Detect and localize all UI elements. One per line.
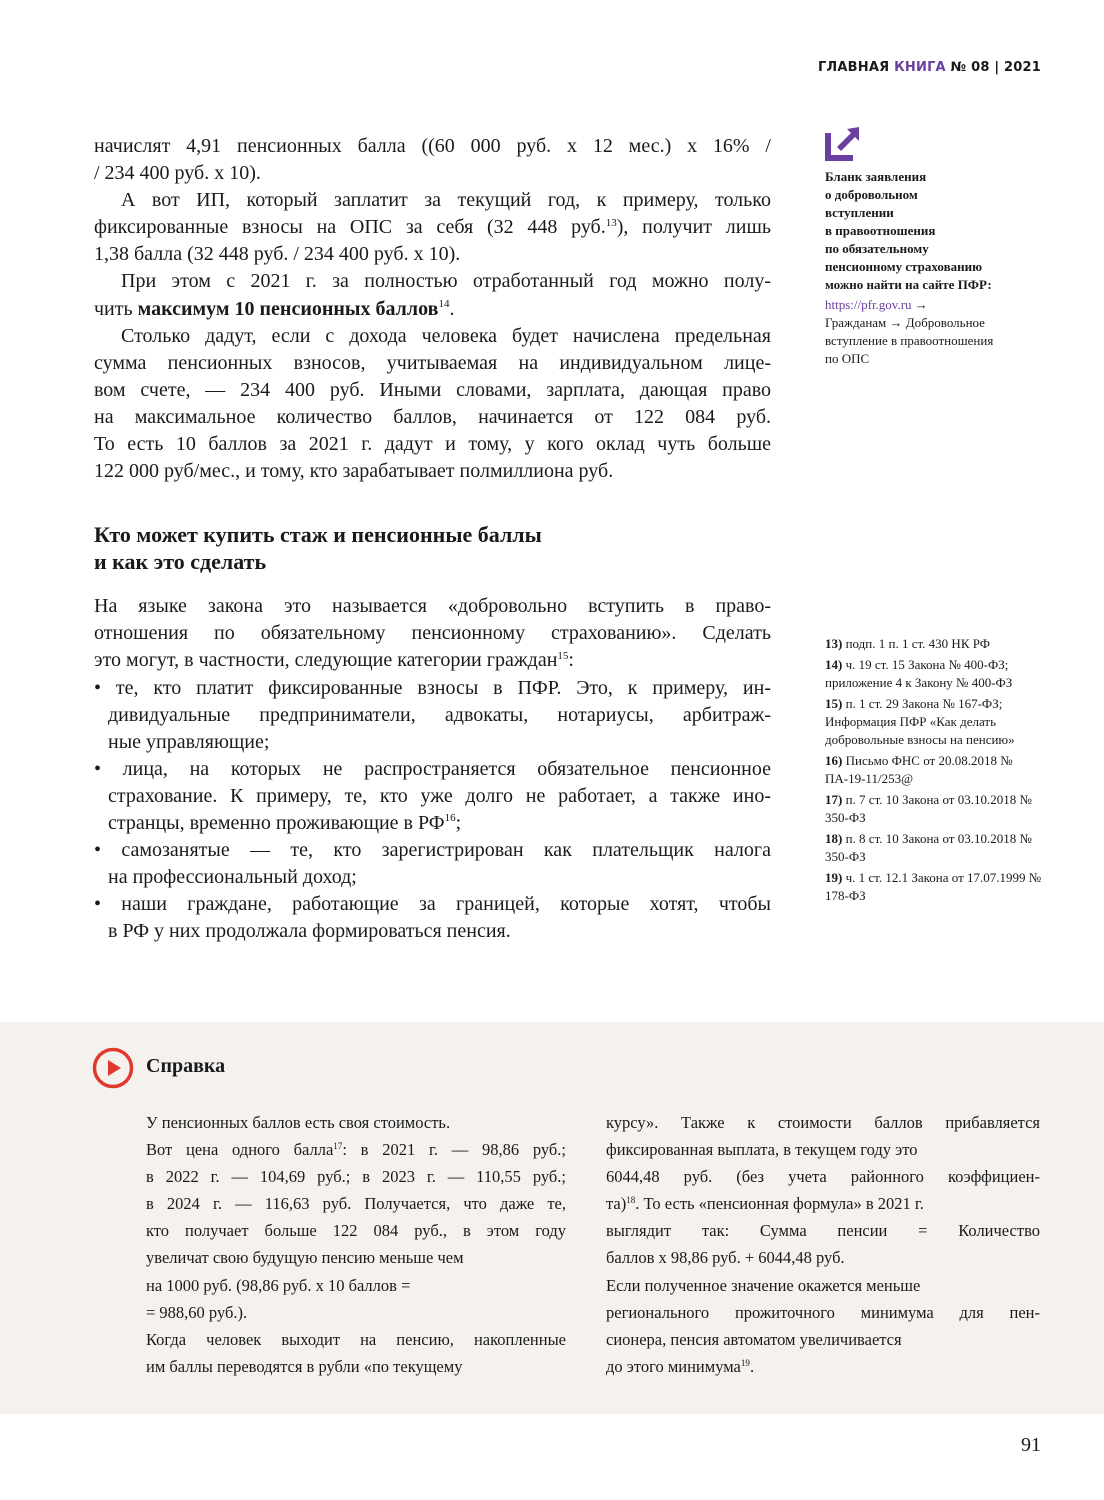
text-line: курсу». Также к стоимости баллов прибавляется <box>606 1113 1040 1132</box>
text-line: регионального прожиточного минимума для пен- <box>606 1302 1040 1322</box>
footnote-ref: 13 <box>605 216 617 229</box>
footnote <box>825 752 1055 788</box>
text-line: чить максимум 10 пенсионных баллов$^{14}$. <box>94 297 455 320</box>
text-line: То есть 10 баллов за 2021 г. дадут и тому, у кого оклад чуть больше <box>94 433 771 456</box>
footnote-ref: 16 <box>444 812 456 825</box>
footnote-number: 17) <box>825 792 846 807</box>
footnote-number: 16) <box>825 753 846 768</box>
text-line: вом счете, — 234 400 руб. Иными словами, зарплата, дающая право <box>94 378 771 401</box>
body-text-top <box>94 133 771 485</box>
text-line: в 2022 г. — 104,69 руб.; в 2023 г. — 110,55 руб.; <box>146 1167 566 1187</box>
footnotes <box>825 635 1055 908</box>
footnote-text: п. 8 ст. 10 Закона от 03.10.2018 № 350-ФЗ <box>825 831 1032 864</box>
text-line: в 2024 г. — 116,63 руб. Получается, что даже те, <box>146 1194 566 1214</box>
text-line: та)$^{18}$. То есть «пенсионная формула» в 2021 г. <box>606 1194 924 1214</box>
reference-box-title: Справка <box>146 1055 226 1077</box>
section-heading <box>94 521 771 575</box>
text-line: ные управляющие; <box>108 730 270 753</box>
text-line: У пенсионных баллов есть своя стоимость. <box>146 1113 451 1132</box>
arrow-icon: → <box>914 297 928 312</box>
text-line: Когда человек выходит на пенсию, накопленные <box>146 1329 566 1349</box>
sidebar-bold-line: по обязательному <box>825 241 929 256</box>
text-line: сионера, пенсия автоматом увеличивается <box>606 1329 902 1349</box>
text-line: на 1000 руб. (98,86 руб. х 10 баллов = <box>146 1275 411 1295</box>
text-line: на профессиональный доход; <box>108 866 357 889</box>
text-line: в РФ у них продолжала формироваться пенсия. <box>108 920 511 943</box>
text-line: = 988,60 руб.). <box>146 1302 248 1322</box>
text-line: 122 000 руб/мес., и тому, кто зарабатывает полмиллиона руб. <box>94 460 614 483</box>
footnote-number: 14) <box>825 657 846 672</box>
running-header <box>818 60 1041 75</box>
text-line: Вот цена одного балла$^{17}$: в 2021 г. — 98,86 руб.; <box>146 1140 566 1160</box>
footnote-number: 18) <box>825 831 846 846</box>
brand-name-accent: КНИГА <box>894 60 946 75</box>
text-line: А вот ИП, который заплатит за текущий год, к примеру, только <box>121 189 771 212</box>
text-line: • лица, на которых не распространяется обязательное пенсионное <box>94 757 771 780</box>
text-line: • самозанятые — те, кто зарегистрирован как плательщик налога <box>94 839 771 862</box>
reference-right-column <box>606 1109 1040 1380</box>
footnote-ref: 14 <box>438 297 450 310</box>
play-icon <box>92 1047 134 1094</box>
heading-line: Кто может купить стаж и пенсионные баллы <box>94 522 542 548</box>
brand-name: ГЛАВНАЯ <box>817 60 890 75</box>
text-line: отношения по обязательному пенсионному страхованию». Сделать <box>94 622 771 645</box>
text-line: Столько дадут, если с дохода человека будет начислена предельная <box>121 324 771 347</box>
footnote-text: Письмо ФНС от 20.08.2018 № ПА-19-11/253@ <box>825 753 1013 786</box>
sidebar-note <box>825 168 1050 368</box>
footnote-number: 19) <box>825 870 846 885</box>
text-line: им баллы переводятся в рубли «по текущему <box>146 1356 463 1376</box>
text-line: странцы, временно проживающие в РФ$^{16}$; <box>108 811 462 834</box>
issue-number: № 08 | 2021 <box>950 60 1041 75</box>
footnote <box>825 830 1055 866</box>
sidebar-bold-line: в правоотношения <box>825 223 936 238</box>
text-line: баллов х 98,86 руб. + 6044,48 руб. <box>606 1248 845 1268</box>
text-line: При этом с 2021 г. за полностью отработанный год можно полу- <box>121 270 771 293</box>
footnote-text: п. 7 ст. 10 Закона от 03.10.2018 № 350-ФЗ <box>825 792 1032 825</box>
footnote <box>825 869 1055 905</box>
main-column <box>94 133 771 945</box>
body-text-bottom <box>94 593 771 945</box>
external-link-icon[interactable] <box>825 127 859 166</box>
text-line: выглядит так: Сумма пенсии = Количество <box>606 1221 1040 1241</box>
footnote <box>825 635 1055 653</box>
sidebar-bold-line: о добровольном <box>825 187 918 202</box>
footnote-number: 13) <box>825 636 846 651</box>
sidebar-path-line: вступление в правоотношения <box>825 333 994 348</box>
text-line: дивидуальные предприниматели, адвокаты, нотариусы, арбитраж- <box>108 703 771 726</box>
footnote-text: ч. 19 ст. 15 Закона № 400-ФЗ; приложение 4 к Закону № 400-ФЗ <box>825 657 1013 690</box>
heading-line: и как это сделать <box>94 549 267 575</box>
sidebar-bold-line: вступлении <box>825 205 894 220</box>
sidebar-path-line: Гражданам → Добровольное <box>825 315 985 330</box>
footnote-text: ч. 1 ст. 12.1 Закона от 17.07.1999 № 178-ФЗ <box>825 870 1042 903</box>
page-number: 91 <box>1021 1434 1041 1456</box>
footnote <box>825 656 1055 692</box>
text-line: на максимальное количество баллов, начинается от 122 084 руб. <box>94 405 771 428</box>
footnote-text: п. 1 ст. 29 Закона № 167-ФЗ; Информация ПФР «Как делать добровольные взносы на пенсию» <box>825 696 1015 747</box>
reference-left-column <box>146 1109 566 1380</box>
pfr-link[interactable]: https://pfr.gov.ru <box>825 297 912 312</box>
text-line: / 234 400 руб. х 10). <box>94 162 261 185</box>
footnote <box>825 695 1055 749</box>
text-line: до этого минимума$^{19}$. <box>606 1356 755 1376</box>
text-line: страхование. К примеру, те, кто уже долго не работает, а также ино- <box>108 784 771 807</box>
sidebar-path-line: по ОПС <box>825 351 870 366</box>
footnote-number: 15) <box>825 696 846 711</box>
footnote-ref: 15 <box>557 649 569 662</box>
sidebar-bold-line: можно найти на сайте ПФР: <box>825 277 992 292</box>
footnote-text: подп. 1 п. 1 ст. 430 НК РФ <box>845 636 991 651</box>
text-line: 6044,48 руб. (без учета районного коэффициен- <box>606 1167 1040 1187</box>
text-line: увеличат свою будущую пенсию меньше чем <box>146 1248 464 1268</box>
text-line: • наши граждане, работающие за границей, которые хотят, чтобы <box>94 893 771 916</box>
text-line: начислят 4,91 пенсионных балла ((60 000 руб. х 12 мес.) х 16% / <box>94 135 771 157</box>
footnote-ref: 19 <box>740 1357 750 1368</box>
text-line: 1,38 балла (32 448 руб. / 234 400 руб. х 10). <box>94 243 461 266</box>
text-line: • те, кто платит фиксированные взносы в ПФР. Это, к примеру, ин- <box>94 676 771 699</box>
text-line: это могут, в частности, следующие категории граждан$^{15}$: <box>94 649 574 672</box>
sidebar-bold-line: пенсионному страхованию <box>825 259 983 274</box>
sidebar-bold-line: Бланк заявления <box>825 169 927 184</box>
text-line: Если полученное значение окажется меньше <box>606 1275 921 1295</box>
footnote-ref: 18 <box>626 1194 636 1205</box>
text-line: фиксированные взносы на ОПС за себя (32 448 руб.$^{13}$), получит лишь <box>94 216 771 239</box>
footnote-ref: 17 <box>333 1140 343 1151</box>
text-line: фиксированная выплата, в текущем году это <box>606 1140 918 1160</box>
footnote <box>825 791 1055 827</box>
text-line: кто получает больше 122 084 руб., в этом году <box>146 1221 566 1241</box>
text-line: На языке закона это называется «добровольно вступить в право- <box>94 595 771 618</box>
text-line: сумма пенсионных взносов, учитываемая на индивидуальном лице- <box>94 351 771 374</box>
